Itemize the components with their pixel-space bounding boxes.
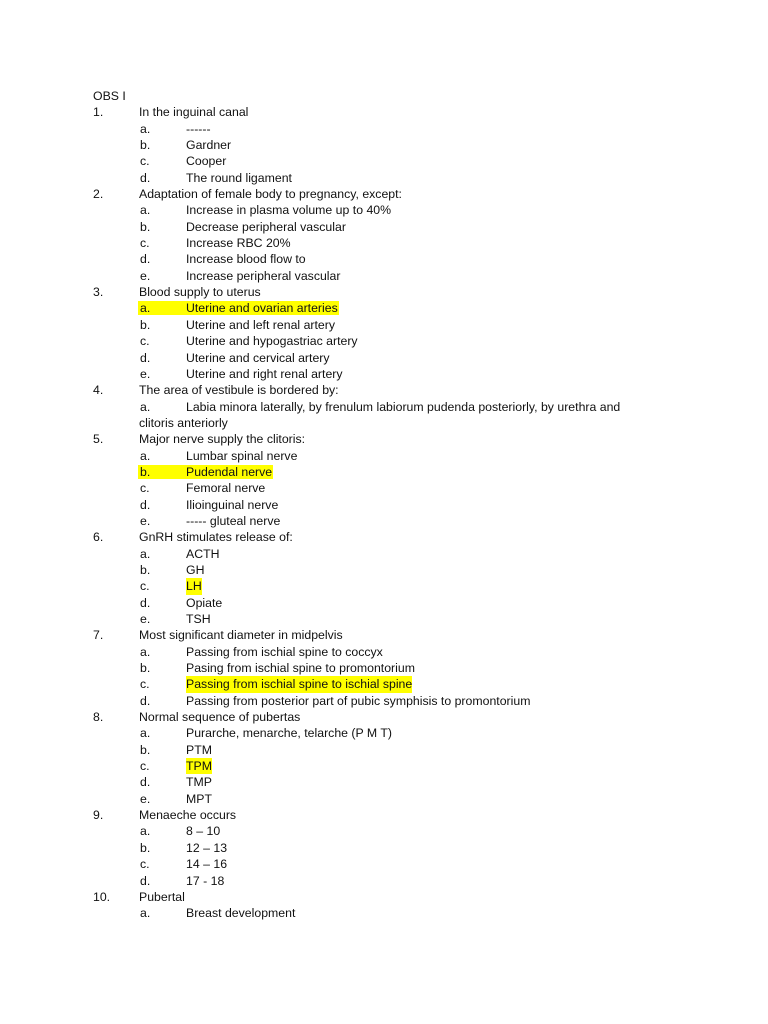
question-text: Adaptation of female body to pregnancy, except: bbox=[139, 187, 402, 202]
option-label: d. bbox=[140, 775, 151, 790]
question-row bbox=[0, 807, 768, 823]
option-label: b. bbox=[140, 219, 151, 234]
option-label: c. bbox=[140, 677, 150, 692]
document-body bbox=[0, 88, 768, 922]
option-row bbox=[0, 366, 768, 382]
option-text: Pasing from ischial spine to promontorium bbox=[186, 661, 415, 676]
option-text: GH bbox=[186, 562, 205, 577]
question-row bbox=[0, 104, 768, 120]
option-label: c. bbox=[140, 334, 150, 349]
option-text: TMP bbox=[186, 775, 212, 790]
option-text: Decrease peripheral vascular bbox=[186, 219, 346, 234]
option-row bbox=[0, 137, 768, 153]
option-row bbox=[0, 578, 768, 594]
option-row bbox=[0, 300, 768, 316]
option-row bbox=[0, 676, 768, 692]
option-text: TSH bbox=[186, 612, 211, 626]
option-text: 12 – 13 bbox=[186, 840, 228, 855]
question-number: 5. bbox=[93, 432, 104, 447]
option-row bbox=[0, 873, 768, 889]
option-row bbox=[0, 480, 768, 496]
question-row bbox=[0, 186, 768, 202]
option-label: b. bbox=[140, 742, 151, 757]
option-label: a. bbox=[140, 301, 151, 316]
question-number: 8. bbox=[93, 710, 104, 725]
option-text: Purarche, menarche, telarche (P M T) bbox=[186, 726, 392, 741]
option-label: a. bbox=[140, 546, 151, 561]
option-text: Gardner bbox=[186, 138, 232, 153]
option-text: Uterine and hypogastriac artery bbox=[186, 334, 358, 349]
document-title: OBS I bbox=[93, 89, 126, 103]
option-row bbox=[0, 611, 768, 627]
question-number: 4. bbox=[93, 383, 104, 398]
option-row bbox=[0, 497, 768, 513]
option-text: ------ bbox=[186, 121, 211, 136]
option-label: a. bbox=[140, 906, 151, 921]
option-label: a. bbox=[140, 121, 151, 136]
option-label: d. bbox=[140, 350, 151, 365]
option-row bbox=[0, 235, 768, 251]
option-row bbox=[0, 791, 768, 807]
option-text: Pudendal nerve bbox=[186, 464, 273, 479]
question-text: Blood supply to uterus bbox=[139, 285, 261, 300]
option-row bbox=[0, 660, 768, 676]
option-text: Uterine and ovarian arteries bbox=[186, 301, 338, 316]
option-continuation-row bbox=[0, 415, 768, 431]
option-label: c. bbox=[140, 481, 150, 496]
option-label: b. bbox=[140, 562, 151, 577]
option-label: c. bbox=[140, 759, 150, 774]
option-text: Opiate bbox=[186, 595, 223, 610]
option-label: d. bbox=[140, 595, 151, 610]
option-label: a. bbox=[140, 644, 151, 659]
question-text: In the inguinal canal bbox=[139, 105, 249, 120]
option-text: Breast development bbox=[186, 906, 296, 921]
option-text: Increase RBC 20% bbox=[186, 236, 291, 251]
option-label: b. bbox=[140, 661, 151, 676]
option-label: d. bbox=[140, 252, 151, 267]
option-text: Cooper bbox=[186, 154, 227, 169]
option-label: c. bbox=[140, 236, 150, 251]
option-text: The round ligament bbox=[186, 170, 292, 185]
option-row bbox=[0, 350, 768, 366]
option-text: PTM bbox=[186, 742, 212, 757]
option-label: e. bbox=[140, 791, 151, 806]
question-row bbox=[0, 529, 768, 545]
option-row bbox=[0, 725, 768, 741]
option-label: b. bbox=[140, 464, 151, 479]
option-row bbox=[0, 219, 768, 235]
option-text: Femoral nerve bbox=[186, 481, 266, 496]
question-text: Menaeche occurs bbox=[139, 808, 237, 823]
option-text: Increase in plasma volume up to 40% bbox=[186, 203, 392, 218]
question-number: 7. bbox=[93, 628, 104, 643]
question-text: The area of vestibule is bordered by: bbox=[139, 383, 339, 398]
option-label: c. bbox=[140, 857, 150, 872]
option-continuation-text: clitoris anteriorly bbox=[139, 415, 228, 430]
option-text: Increase peripheral vascular bbox=[186, 268, 341, 283]
option-row bbox=[0, 251, 768, 267]
question-text: Major nerve supply the clitoris: bbox=[139, 432, 306, 447]
question-text: Normal sequence of pubertas bbox=[139, 710, 301, 725]
option-row bbox=[0, 758, 768, 774]
option-text-highlighted: LH bbox=[186, 579, 202, 594]
option-row bbox=[0, 317, 768, 333]
option-row bbox=[0, 644, 768, 660]
option-label: a. bbox=[140, 448, 151, 463]
option-row bbox=[0, 333, 768, 349]
option-row bbox=[0, 905, 768, 921]
option-text-highlighted: Passing from ischial spine to ischial spine bbox=[186, 677, 413, 692]
option-text: Uterine and right renal artery bbox=[186, 366, 343, 381]
option-row bbox=[0, 742, 768, 758]
option-text: Labia minora laterally, by frenulum labiorum pudenda posteriorly, by urethra and bbox=[186, 399, 621, 414]
option-row bbox=[0, 693, 768, 709]
option-text-highlighted: TPM bbox=[186, 759, 212, 774]
option-text: 14 – 16 bbox=[186, 857, 228, 872]
option-text: 8 – 10 bbox=[186, 824, 221, 839]
option-label: a. bbox=[140, 399, 151, 414]
question-number: 3. bbox=[93, 285, 104, 300]
option-label: c. bbox=[140, 579, 150, 594]
option-row bbox=[0, 856, 768, 872]
option-row bbox=[0, 268, 768, 284]
option-label: d. bbox=[140, 170, 151, 185]
option-text: ACTH bbox=[186, 546, 220, 561]
option-label: b. bbox=[140, 840, 151, 855]
question-number: 1. bbox=[93, 105, 104, 120]
option-row bbox=[0, 153, 768, 169]
option-label: e. bbox=[140, 366, 151, 381]
option-text: MPT bbox=[186, 791, 212, 806]
option-label: a. bbox=[140, 824, 151, 839]
option-row bbox=[0, 774, 768, 790]
option-text: 17 - 18 bbox=[186, 873, 225, 888]
option-label: a. bbox=[140, 203, 151, 218]
option-text: Uterine and left renal artery bbox=[186, 317, 336, 332]
option-label: e. bbox=[140, 612, 151, 626]
question-number: 10. bbox=[93, 889, 111, 904]
question-row bbox=[0, 382, 768, 398]
option-row bbox=[0, 399, 768, 415]
question-text: GnRH stimulates release of: bbox=[139, 530, 293, 545]
option-label: d. bbox=[140, 873, 151, 888]
option-label: a. bbox=[140, 726, 151, 741]
option-label: b. bbox=[140, 317, 151, 332]
option-text: Ilioinguinal nerve bbox=[186, 497, 279, 512]
option-row bbox=[0, 202, 768, 218]
option-text: Passing from posterior part of pubic symphisis to promontorium bbox=[186, 693, 531, 708]
question-row bbox=[0, 431, 768, 447]
option-row bbox=[0, 546, 768, 562]
option-row bbox=[0, 513, 768, 529]
question-list bbox=[0, 104, 768, 921]
question-row bbox=[0, 889, 768, 905]
question-text: Pubertal bbox=[139, 889, 185, 904]
option-label: b. bbox=[140, 138, 151, 153]
option-row bbox=[0, 170, 768, 186]
question-text: Most significant diameter in midpelvis bbox=[139, 628, 343, 643]
option-text: Lumbar spinal nerve bbox=[186, 448, 298, 463]
option-row bbox=[0, 121, 768, 137]
option-label: d. bbox=[140, 693, 151, 708]
question-number: 9. bbox=[93, 808, 104, 823]
option-text: Uterine and cervical artery bbox=[186, 350, 330, 365]
question-row bbox=[0, 627, 768, 643]
option-row bbox=[0, 562, 768, 578]
option-row bbox=[0, 448, 768, 464]
option-label: c. bbox=[140, 154, 150, 169]
option-row bbox=[0, 464, 768, 480]
option-label: e. bbox=[140, 268, 151, 283]
question-number: 2. bbox=[93, 187, 104, 202]
question-row bbox=[0, 709, 768, 725]
option-row bbox=[0, 595, 768, 611]
option-label: d. bbox=[140, 497, 151, 512]
option-row bbox=[0, 823, 768, 839]
option-text: Increase blood flow to bbox=[186, 252, 306, 267]
question-row bbox=[0, 284, 768, 300]
question-number: 6. bbox=[93, 530, 104, 545]
option-text: Passing from ischial spine to coccyx bbox=[186, 644, 383, 659]
option-text: ----- gluteal nerve bbox=[186, 513, 281, 528]
option-label: e. bbox=[140, 513, 151, 528]
option-row bbox=[0, 840, 768, 856]
